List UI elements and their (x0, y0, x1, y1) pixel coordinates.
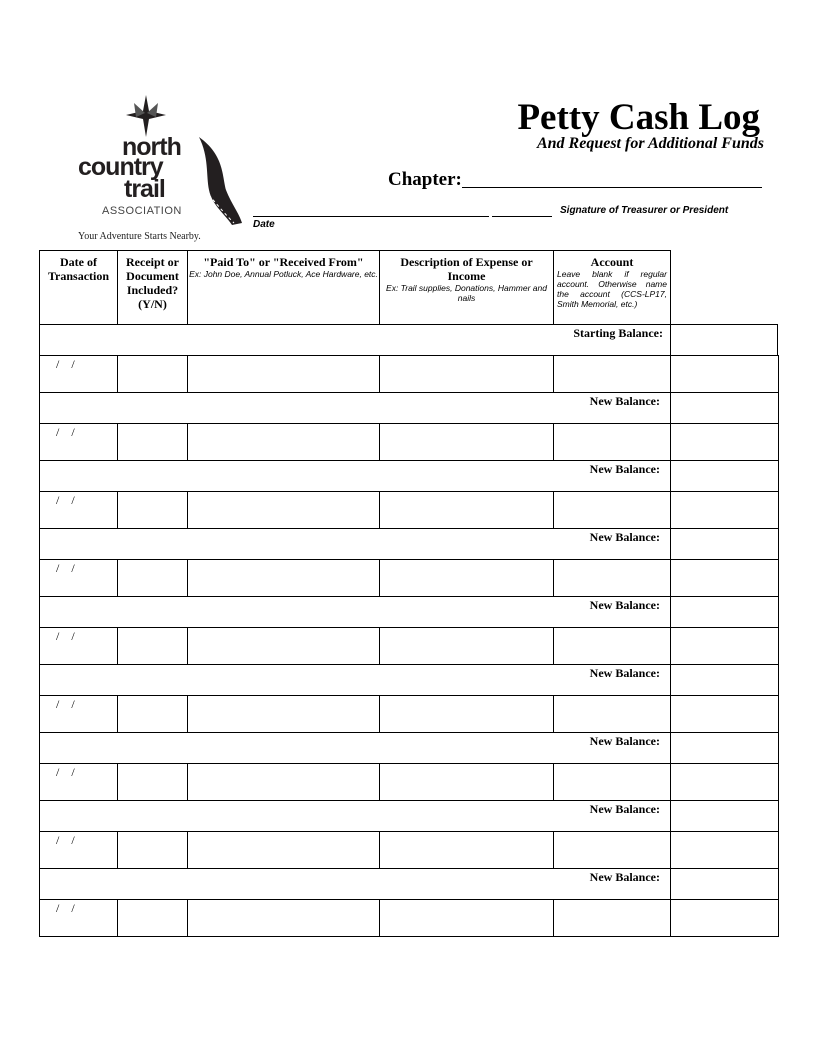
new-balance-label-cell (39, 800, 670, 832)
date-placeholder: / / (56, 425, 75, 439)
new-balance-label-cell (39, 392, 670, 424)
logo-word-trail: trail (124, 175, 165, 203)
starting-balance-label: Starting Balance: (573, 326, 663, 340)
date-placeholder: / / (56, 561, 75, 575)
cell-description[interactable] (379, 627, 554, 665)
date-placeholder: / / (56, 697, 75, 711)
new-balance-label: New Balance: (589, 530, 660, 544)
starting-balance-amount[interactable] (670, 324, 778, 356)
logo-word-association: ASSOCIATION (102, 205, 182, 217)
cell-account[interactable] (553, 763, 671, 801)
column-header-description-example: Ex: Trail supplies, Donations, Hammer and nails (386, 283, 547, 303)
new-balance-label: New Balance: (589, 802, 660, 816)
cell-amount[interactable] (670, 763, 779, 801)
cell-account[interactable] (553, 559, 671, 597)
cell-amount[interactable] (670, 695, 779, 733)
cell-description[interactable] (379, 899, 554, 937)
new-balance-label-cell (39, 528, 670, 560)
signature-label: Signature of Treasurer or President (560, 205, 729, 216)
cell-amount[interactable] (670, 627, 779, 665)
cell-date[interactable] (39, 559, 118, 597)
starting-balance-row (39, 324, 671, 356)
column-header-account-example: Leave blank if regular account. Otherwise name the account (CCS-LP17, Smith Memorial, etc.) (557, 269, 667, 309)
column-header-date-title: Date of Transaction (47, 255, 110, 283)
logo-word-country: country (78, 153, 163, 181)
cell-description[interactable] (379, 559, 554, 597)
cell-paid-to[interactable] (187, 695, 380, 733)
nct-association-logo (72, 95, 252, 245)
column-header-account (553, 250, 671, 325)
cell-amount[interactable] (670, 559, 779, 597)
new-balance-amount[interactable] (670, 800, 779, 832)
chapter-field-line[interactable] (462, 187, 762, 188)
cell-amount[interactable] (670, 423, 779, 461)
column-header-description-title: Description of Expense or Income (400, 255, 533, 283)
cell-receipt[interactable] (117, 423, 188, 461)
logo-word-north: north (122, 133, 181, 161)
new-balance-label: New Balance: (589, 598, 660, 612)
column-header-date (39, 250, 118, 325)
signature-date-field-line[interactable] (492, 216, 552, 217)
cell-paid-to[interactable] (187, 831, 380, 869)
cell-paid-to[interactable] (187, 763, 380, 801)
date-placeholder: / / (56, 901, 75, 915)
new-balance-label-cell (39, 664, 670, 696)
new-balance-label: New Balance: (589, 734, 660, 748)
cell-description[interactable] (379, 831, 554, 869)
date-label: Date (253, 219, 275, 230)
column-header-paid-to-example: Ex: John Doe, Annual Potluck, Ace Hardware, etc. (189, 269, 378, 279)
cell-description[interactable] (379, 763, 554, 801)
cell-account[interactable] (553, 831, 671, 869)
column-header-receipt (117, 250, 188, 325)
cell-account[interactable] (553, 627, 671, 665)
new-balance-label: New Balance: (589, 462, 660, 476)
date-placeholder: / / (56, 629, 75, 643)
column-header-account-title: Account (590, 255, 634, 269)
signature-field-line[interactable] (253, 216, 489, 217)
new-balance-amount[interactable] (670, 596, 779, 628)
cell-paid-to[interactable] (187, 627, 380, 665)
page-subtitle: And Request for Additional Funds (536, 135, 764, 152)
logo-tagline: Your Adventure Starts Nearby. (78, 231, 201, 242)
new-balance-amount[interactable] (670, 664, 779, 696)
cell-receipt[interactable] (117, 559, 188, 597)
new-balance-label-cell (39, 460, 670, 492)
cell-receipt[interactable] (117, 695, 188, 733)
new-balance-amount[interactable] (670, 528, 779, 560)
new-balance-label-cell (39, 596, 670, 628)
cell-paid-to[interactable] (187, 899, 380, 937)
cell-account[interactable] (553, 695, 671, 733)
new-balance-label: New Balance: (589, 666, 660, 680)
cell-account[interactable] (553, 491, 671, 529)
cell-receipt[interactable] (117, 355, 188, 393)
cell-date[interactable] (39, 355, 118, 393)
new-balance-amount[interactable] (670, 392, 779, 424)
cell-date[interactable] (39, 831, 118, 869)
chapter-label: Chapter: (388, 169, 462, 190)
new-balance-label-cell (39, 868, 670, 900)
cell-description[interactable] (379, 423, 554, 461)
cell-description[interactable] (379, 491, 554, 529)
column-header-paid-to (187, 250, 380, 325)
cell-amount[interactable] (670, 899, 779, 937)
cell-receipt[interactable] (117, 491, 188, 529)
date-placeholder: / / (56, 493, 75, 507)
cell-paid-to[interactable] (187, 559, 380, 597)
cell-paid-to[interactable] (187, 423, 380, 461)
column-header-paid-to-title: "Paid To" or "Received From" (203, 255, 364, 269)
column-header-description (379, 250, 554, 325)
new-balance-label: New Balance: (589, 870, 660, 884)
cell-account[interactable] (553, 355, 671, 393)
cell-paid-to[interactable] (187, 491, 380, 529)
date-placeholder: / / (56, 833, 75, 847)
new-balance-amount[interactable] (670, 460, 779, 492)
cell-amount[interactable] (670, 355, 779, 393)
page-title: Petty Cash Log (517, 97, 760, 138)
cell-description[interactable] (379, 695, 554, 733)
cell-date[interactable] (39, 423, 118, 461)
cell-receipt[interactable] (117, 627, 188, 665)
cell-receipt[interactable] (117, 831, 188, 869)
new-balance-amount[interactable] (670, 732, 779, 764)
cell-date[interactable] (39, 899, 118, 937)
cell-date[interactable] (39, 491, 118, 529)
cell-account[interactable] (553, 899, 671, 937)
new-balance-amount[interactable] (670, 868, 779, 900)
cell-date[interactable] (39, 695, 118, 733)
cell-amount[interactable] (670, 831, 779, 869)
new-balance-label: New Balance: (589, 394, 660, 408)
new-balance-label-cell (39, 732, 670, 764)
cell-paid-to[interactable] (187, 355, 380, 393)
date-placeholder: / / (56, 357, 75, 371)
cell-date[interactable] (39, 763, 118, 801)
cell-receipt[interactable] (117, 899, 188, 937)
cell-receipt[interactable] (117, 763, 188, 801)
cell-description[interactable] (379, 355, 554, 393)
cell-account[interactable] (553, 423, 671, 461)
date-placeholder: / / (56, 765, 75, 779)
cell-date[interactable] (39, 627, 118, 665)
column-header-receipt-title: Receipt or Document Included? (Y/N) (126, 255, 179, 311)
cell-amount[interactable] (670, 491, 779, 529)
